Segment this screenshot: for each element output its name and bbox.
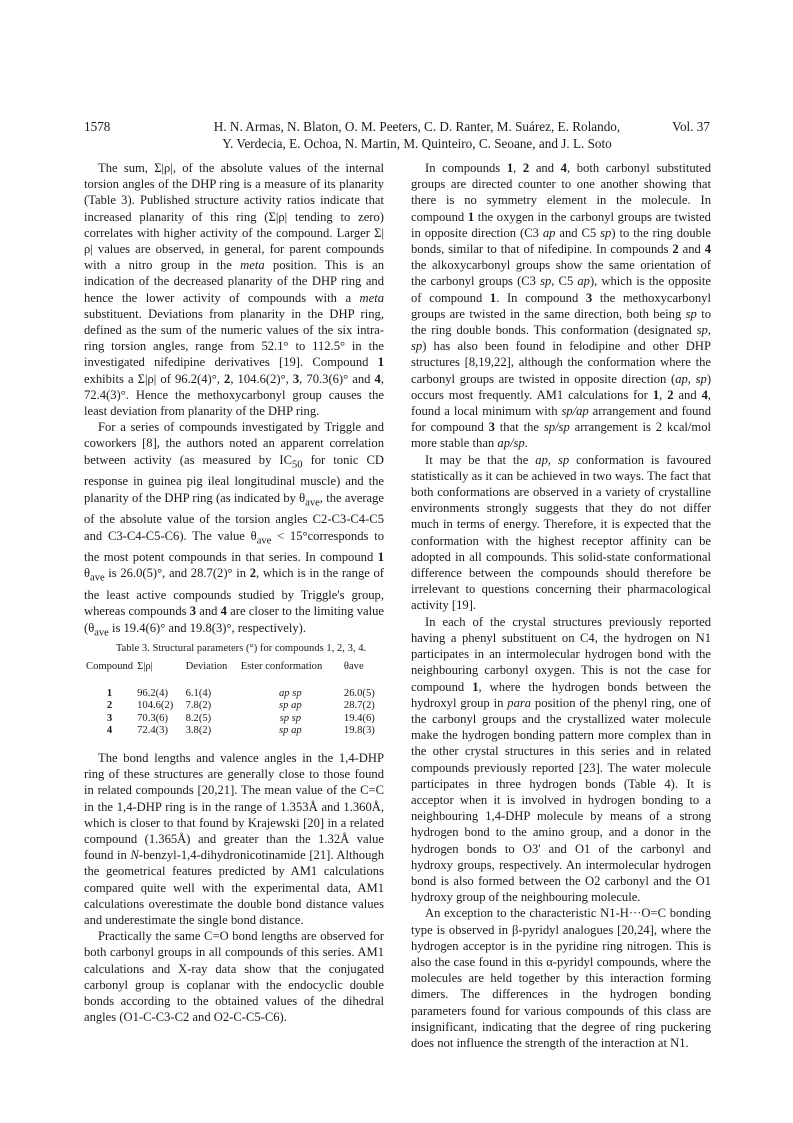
page-number: 1578 — [84, 119, 111, 134]
paragraph-ap-sp: It may be that the ap, sp conformation is favoured statistically as it can be achieved in two ways. The fact that both conformations are observed in a variety of crystalline environments strongly suggests that they do not differ much in terms of energy. Therefore, it is expected that the conformation with the highest receptor affinity can be adopted in all compounds. This solid-state conformational difference between the compounds should therefore be irrelevant to questions concerning their pharmacological activity [19]. — [411, 452, 711, 613]
col-header-theta: θave — [343, 661, 364, 673]
table-row — [84, 688, 384, 701]
paragraph-exception: An exception to the characteristic N1-H···O=C bonding type is observed in β-pyridyl analogues [20,24], where the hydrogen acceptor is in the pyridine ring nitrogen. This is also the case found in this α-pyridyl compounds, where the molecules are held together by this interaction forming dimers. The differences in the hydrogen bonding parameters found for various compounds of this class are insignificant, indicating that the degree of ring puckering does not influence the strength of the interaction at N1. — [411, 906, 711, 1050]
cell-ester: sp ap — [279, 700, 302, 712]
table-row — [84, 725, 384, 738]
paragraph-triggle: For a series of compounds investigated by Triggle and coworkers [8], the authors noted an apparent correlation between activity (as measured by $IC_{50}$ for tonic CD response in guinea pig ileal longitudinal muscle) and the planarity of the DHP ring (as indicated by $\theta_{ave}$, the average of the absolute value of the torsion angles C2-C3-C4-C5 and C3-C4-C5-C6). The value $\theta_{ave}$ < 15°corresponds to the most potent compounds in that series. In compound 1 $\theta_{ave}$ is 26.0(5)°, and 28.7(2)° in 2, which is in the range of the least active compounds studied by Triggle's group, whereas compounds 3 and 4 are closer to the limiting value ($\theta_{ave}$ is 19.4(6)° and 19.8(3)°, respectively). — [84, 420, 384, 639]
cell-theta: 19.8(3) — [343, 725, 375, 737]
author-list — [194, 118, 640, 152]
left-column — [84, 160, 384, 1026]
cell-ester: sp ap — [279, 725, 302, 737]
col-header-compound: Compound — [86, 661, 134, 673]
volume-label: Vol. 37 — [672, 119, 710, 134]
cell-compound: 1 — [106, 687, 113, 699]
cell-sum: 72.4(3) — [137, 725, 168, 737]
cell-theta: 26.0(5) — [343, 687, 375, 699]
col-header-sum: Σ|ρ| — [137, 661, 153, 673]
cell-theta: 28.7(2) — [343, 700, 375, 712]
cell-theta: 19.4(6) — [343, 712, 375, 724]
page-header — [84, 118, 710, 152]
cell-deviation: 8.2(5) — [185, 712, 212, 724]
right-column — [411, 160, 711, 1051]
structural-parameters-table — [84, 657, 384, 738]
cell-compound: 3 — [106, 712, 113, 724]
paragraph-conformation: In compounds 1, 2 and 4, both carbonyl substituted groups are directed counter to one another showing that there is no symmetry element in the molecule. In compound 1 the oxygen in the carbonyl groups are twisted in opposite direction (C3 ap and C5 sp) to the ring double bonds, similar to that of nifedipine. In compounds 2 and 4 the alkoxycarbonyl groups show the same orientation of the carbonyl groups (C3 sp, C5 ap), which is the opposite of compound 1. In compound 3 the methoxycarbonyl groups are twisted in the same direction, both being sp to the ring double bonds. This conformation (designated sp, sp) has also been found in felodipine and other DHP structures [8,19,22], although the conformation where the carbonyl groups are twisted in opposite direction (ap, sp) occurs most frequently. AM1 calculations for 1, 2 and 4, found a local minimum with sp/ap arrangement and found for compound 3 that the sp/sp arrangement is 2 kcal/mol more stable than ap/sp. — [411, 161, 712, 451]
cell-ester: ap sp — [279, 687, 302, 699]
cell-deviation: 3.8(2) — [185, 725, 212, 737]
paragraph-hydrogen-bonds: In each of the crystal structures previously reported having a phenyl substituent on C4, the hydrogen on N1 participates in an intermolecular hydrogen bond with the neighbouring carbonyl oxygen. This is not the case for compound 1, where the hydrogen bonds between the hydroxyl group in para position of the phenyl ring, one of the carbonyl groups and the crystallized water molecule make the hydrogen bonding pattern more complex than in the other crystal structures in this series and in related compounds previously reported [23]. The water molecule participates in three hydrogen bonds (Table 4). It is acceptor when it is involved in hydrogen bonding to a neighbouring 1,4-DHP molecule by means of a strong hydrogen bond to the amino group, and a donor in the hydrogen bonds to O3' and O1 of the carbonyl and hydroxy groups, respectively. An intermolecular hydrogen bond is also formed between the O2 carbonyl and the O1 hydroxy group of the neighbouring molecule. — [411, 614, 711, 905]
authors-line-2: Y. Verdecia, E. Ochoa, N. Martin, M. Quinteiro, C. Seoane, and J. L. Soto — [222, 136, 612, 151]
table-header-row — [84, 657, 384, 687]
authors-line-1: H. N. Armas, N. Blaton, O. M. Peeters, C. D. Ranter, M. Suárez, E. Rolando, — [213, 119, 621, 134]
col-header-deviation: Deviation — [185, 661, 228, 673]
table-row — [84, 713, 384, 726]
paragraph-bond-lengths: The bond lengths and valence angles in the 1,4-DHP ring of these structures are generally close to those found in related compounds [20,21]. The mean value of the C=C in the 1,4-DHP ring is in the range of 1.353Å and 1.360Å, which is closer to that found by Krajewski [20] in a related compound (1.365Å) and greater than the 1.32Å value found in N-benzyl-1,4-dihydronicotinamide [21]. Although the geometrical features predicted by AM1 calculations compared quite well with the experimental data, AM1 calculations overestimate the double bond distance values and underestimate the single bond distance. — [84, 751, 384, 928]
cell-ester: sp sp — [279, 712, 302, 724]
cell-deviation: 6.1(4) — [185, 687, 212, 699]
col-header-ester: Ester conformation — [240, 661, 323, 673]
cell-compound: 2 — [106, 700, 113, 712]
paragraph-planarity: The sum, Σ|ρ|, of the absolute values of the internal torsion angles of the DHP ring is a measure of its planarity (Table 3). Published structure activity ratios indicate that increased planarity of this ring (Σ|ρ| tending to zero) correlates with higher activity of the compound. Larger Σ|ρ| values are observed, in general, for parent compounds with a nitro group in the meta position. This is an indication of the decreased planarity of the DHP ring and hence the lower activity of compounds with a meta substituent. Deviations from planarity in the DHP ring, defined as the sum of the numeric values of the six intra-ring torsion angles, range from 52.1° to 112.5° in the investigated nifedipine derivatives [19]. Compound 1 exhibits a Σ|ρ| of 96.2(4)°, 2, 104.6(2)°, 3, 70.3(6)° and 4, 72.4(3)°. Hence the methoxycarbonyl group causes the least deviation from planarity of the DHP ring. — [84, 161, 385, 419]
table-row — [84, 700, 384, 713]
cell-deviation: 7.8(2) — [185, 700, 212, 712]
paragraph-carbonyl: Practically the same C=O bond lengths are observed for both carbonyl groups in all compounds of this series. AM1 calculations and X-ray data show that the conjugated carbonyl group is coplanar with the endocyclic double bonds according to the obtained values of the dihedral angles (O1-C-C3-C2 and O2-C-C5-C6). — [84, 929, 384, 1025]
table-caption: Table 3. Structural parameters (°) for compounds 1, 2, 3, 4. — [115, 643, 367, 655]
cell-sum: 70.3(6) — [137, 712, 168, 724]
cell-compound: 4 — [106, 725, 113, 737]
cell-sum: 104.6(2) — [137, 700, 174, 712]
cell-sum: 96.2(4) — [137, 687, 168, 699]
